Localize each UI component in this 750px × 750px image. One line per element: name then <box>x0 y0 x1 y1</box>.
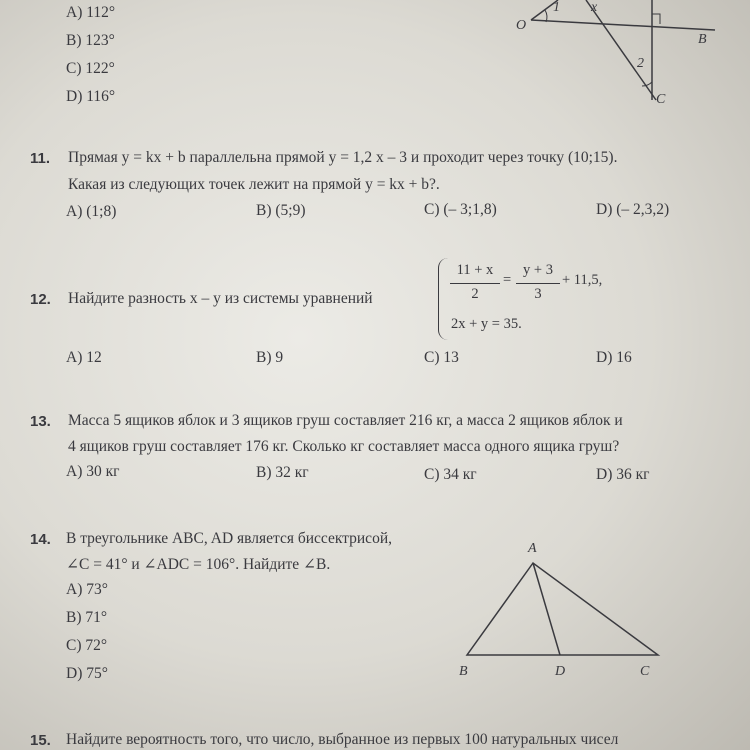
q11-option-c: C) (– 3;1,8) <box>424 201 497 218</box>
label-c-top: C <box>656 92 666 107</box>
q13-option-b: B) 32 кг <box>256 464 309 481</box>
frac1-numerator: 11 + x <box>456 262 494 278</box>
q14-line-2: ∠C = 41° и ∠ADC = 106°. Найдите ∠B. <box>66 556 331 573</box>
q11-option-a: A) (1;8) <box>66 203 117 220</box>
q13-option-a: A) 30 кг <box>66 463 120 480</box>
q10-option-b: B) 123° <box>66 32 115 49</box>
label-b: B <box>459 664 468 679</box>
q13-line-2: 4 ящиков груш составляет 176 кг. Сколько кг составляет масса одного ящика груш? <box>68 438 620 455</box>
frac2-numerator: y + 3 <box>523 262 553 278</box>
q14-option-c: C) 72° <box>66 637 108 654</box>
q10-option-d: D) 116° <box>66 88 116 105</box>
label-x: x <box>591 0 598 15</box>
q11-option-b: B) (5;9) <box>256 202 306 219</box>
label-o: O <box>516 18 527 33</box>
q13-option-c: C) 34 кг <box>424 466 477 483</box>
q13-line-1: Масса 5 ящиков яблок и 3 ящиков груш составляет 216 кг, а масса 2 ящиков яблок и <box>68 412 623 429</box>
q14-option-d: D) 75° <box>66 665 108 682</box>
q11-line-1: Прямая y = kx + b параллельна прямой y = 1,2 x – 3 и проходит через точку (10;15). <box>68 149 618 166</box>
label-c: C <box>640 664 650 679</box>
label-angle-2: 2 <box>637 56 644 71</box>
q12-option-a: A) 12 <box>66 349 102 366</box>
q13-number: 13. <box>30 413 51 430</box>
eq1-tail: + 11,5, <box>562 272 603 288</box>
q13-option-d: D) 36 кг <box>596 466 650 483</box>
q11-number: 11. <box>30 150 51 167</box>
eq-sign: = <box>503 272 512 288</box>
q12-option-c: C) 13 <box>424 349 459 366</box>
label-a: A <box>528 541 537 556</box>
q14-line-1: В треугольнике ABC, AD является биссектрисой, <box>66 530 392 547</box>
label-angle-1: 1 <box>553 0 560 15</box>
q14-option-a: A) 73° <box>66 581 108 598</box>
q11-option-d: D) (– 2,3,2) <box>596 201 670 218</box>
q12-number: 12. <box>30 291 51 308</box>
q12-text: Найдите разность x – y из системы уравнений <box>68 290 373 307</box>
label-b-top: B <box>698 32 707 47</box>
q15-text: Найдите вероятность того, что число, выбранное из первых 100 натуральных чисел <box>66 731 619 748</box>
q14-option-b: B) 71° <box>66 609 108 626</box>
q11-line-2: Какая из следующих точек лежит на прямой y = kx + b?. <box>68 176 440 193</box>
q15-number: 15. <box>30 732 51 749</box>
q12-option-b: B) 9 <box>256 349 284 366</box>
frac2-denominator: 3 <box>534 286 542 302</box>
eq2: 2x + y = 35. <box>451 316 522 332</box>
frac1-denominator: 2 <box>471 286 479 302</box>
q10-option-a: A) 112° <box>66 4 116 21</box>
label-d: D <box>555 664 566 679</box>
q14-number: 14. <box>30 531 51 548</box>
q12-option-d: D) 16 <box>596 349 632 366</box>
q10-option-c: C) 122° <box>66 60 115 77</box>
